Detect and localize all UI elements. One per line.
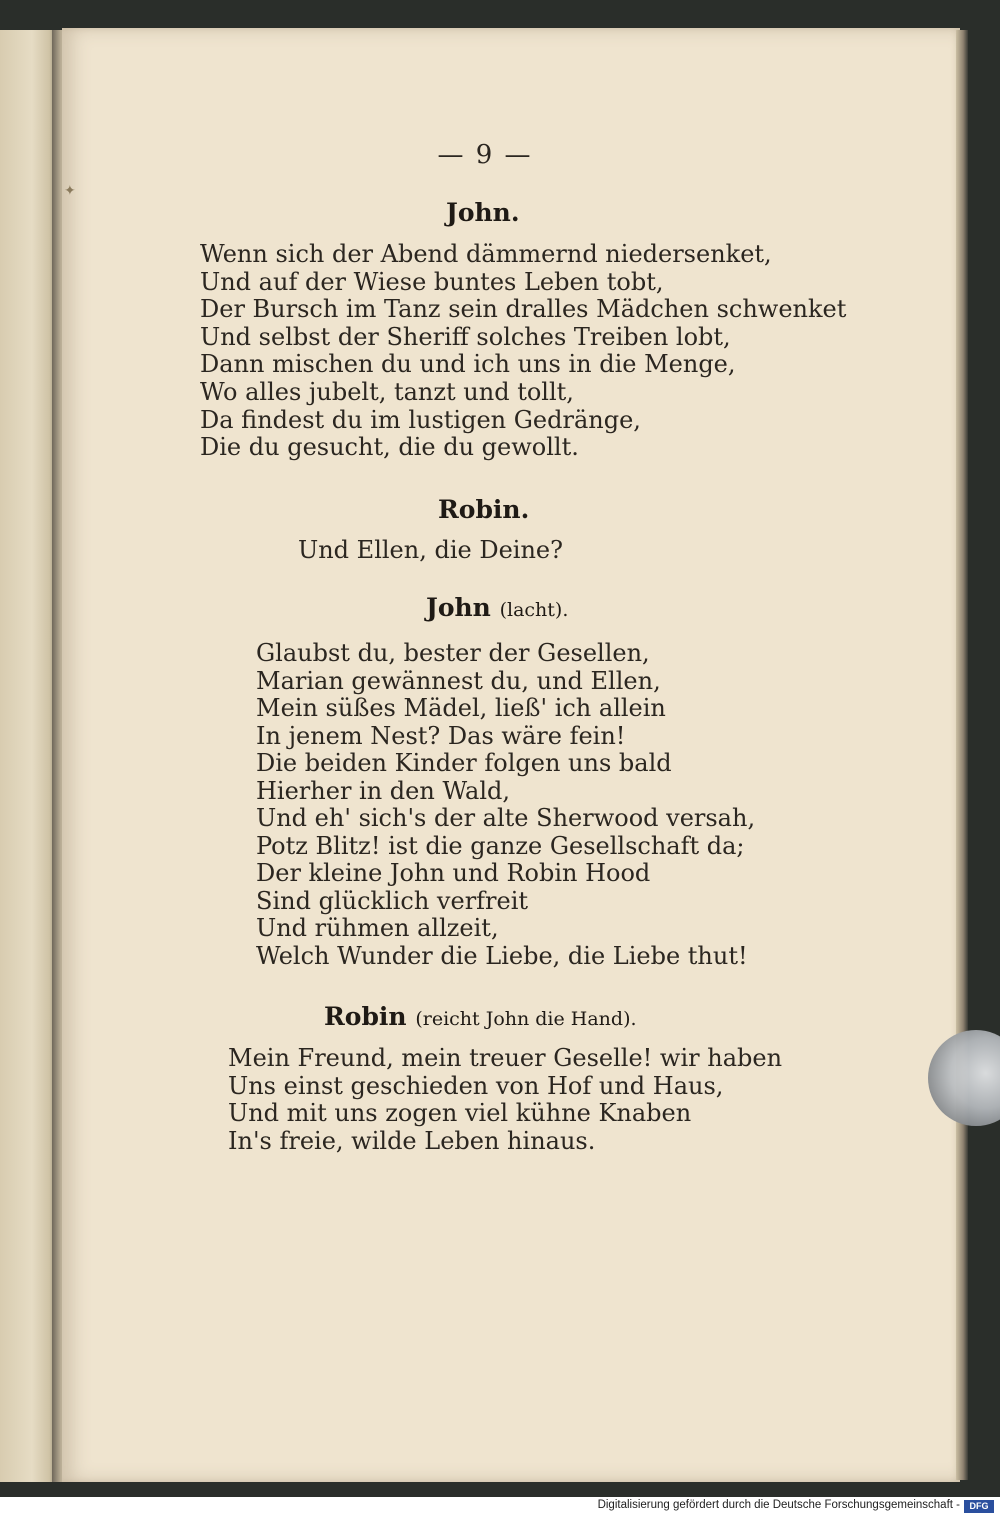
- speaker-name: Robin.: [438, 495, 530, 524]
- verse-line: In's freie, wilde Leben hinaus.: [228, 1126, 596, 1155]
- speaker-name: John.: [446, 198, 520, 227]
- speaker-heading: [324, 1002, 637, 1031]
- verse-stanza: [256, 640, 755, 970]
- speaker-name: Robin: [324, 1002, 407, 1031]
- speaker-heading: [438, 495, 529, 524]
- verse-line: Die du gesucht, die du gewollt.: [200, 433, 579, 462]
- footer-credit: Digitalisierung gefördert durch die Deutsche Forschungsgemeinschaft -: [597, 1499, 960, 1511]
- stage-direction: (lacht).: [499, 599, 569, 621]
- verse-line: Uns einst geschieden von Hof und Haus,: [228, 1071, 724, 1100]
- verse-line: Und mit uns zogen viel kühne Knaben: [228, 1099, 692, 1128]
- verse-line: Hierher in den Wald,: [256, 776, 511, 805]
- verse-line: Mein süßes Mädel, ließ' ich allein: [256, 694, 666, 722]
- verse-stanza: [298, 537, 563, 565]
- page-number: — 9 —: [437, 140, 533, 170]
- verse-line: Der kleine John und Robin Hood: [256, 859, 651, 887]
- verse-line: Wo alles jubelt, tanzt und tollt,: [200, 377, 574, 406]
- verse-line: Und rühmen allzeit,: [256, 914, 499, 942]
- verse-line: Wenn sich der Abend dämmernd niedersenket,: [200, 240, 772, 268]
- verse-line: Sind glücklich verfreit: [256, 886, 529, 915]
- verse-line: Und Ellen, die Deine?: [298, 536, 563, 564]
- dfg-logo-icon: DFG: [964, 1500, 994, 1513]
- verse-line: Und auf der Wiese buntes Leben tobt,: [200, 267, 664, 296]
- verse-line: Da findest du im lustigen Gedränge,: [200, 405, 641, 434]
- verse-line: In jenem Nest? Das wäre fein!: [256, 721, 626, 750]
- verse-line: Potz Blitz! ist die ganze Gesellschaft da;: [256, 831, 745, 860]
- facing-page-edge: [0, 30, 58, 1482]
- verse-line: Und selbst der Sheriff solches Treiben lobt,: [200, 322, 731, 351]
- speaker-heading: [446, 198, 520, 227]
- verse-line: Welch Wunder die Liebe, die Liebe thut!: [256, 941, 748, 970]
- verse-line: Marian gewännest du, und Ellen,: [256, 666, 661, 695]
- verse-line: Mein Freund, mein treuer Geselle! wir haben: [228, 1044, 783, 1072]
- speaker-name: John: [426, 593, 491, 622]
- verse-stanza: [228, 1045, 782, 1155]
- ink-speck: ✦: [64, 183, 76, 199]
- stage-direction: (reicht John die Hand).: [415, 1008, 637, 1030]
- speaker-heading: [426, 593, 568, 622]
- verse-line: Der Bursch im Tanz sein dralles Mädchen schwenket: [200, 295, 847, 324]
- verse-line: Glaubst du, bester der Gesellen,: [256, 639, 650, 667]
- verse-line: Die beiden Kinder folgen uns bald: [256, 749, 672, 777]
- page-edge-right: [956, 30, 968, 1480]
- footer-bar: [0, 1497, 1000, 1517]
- verse-line: Und eh' sich's der alte Sherwood versah,: [256, 804, 756, 832]
- verse-stanza: [200, 241, 846, 462]
- verse-line: Dann mischen du und ich uns in die Menge,: [200, 350, 736, 379]
